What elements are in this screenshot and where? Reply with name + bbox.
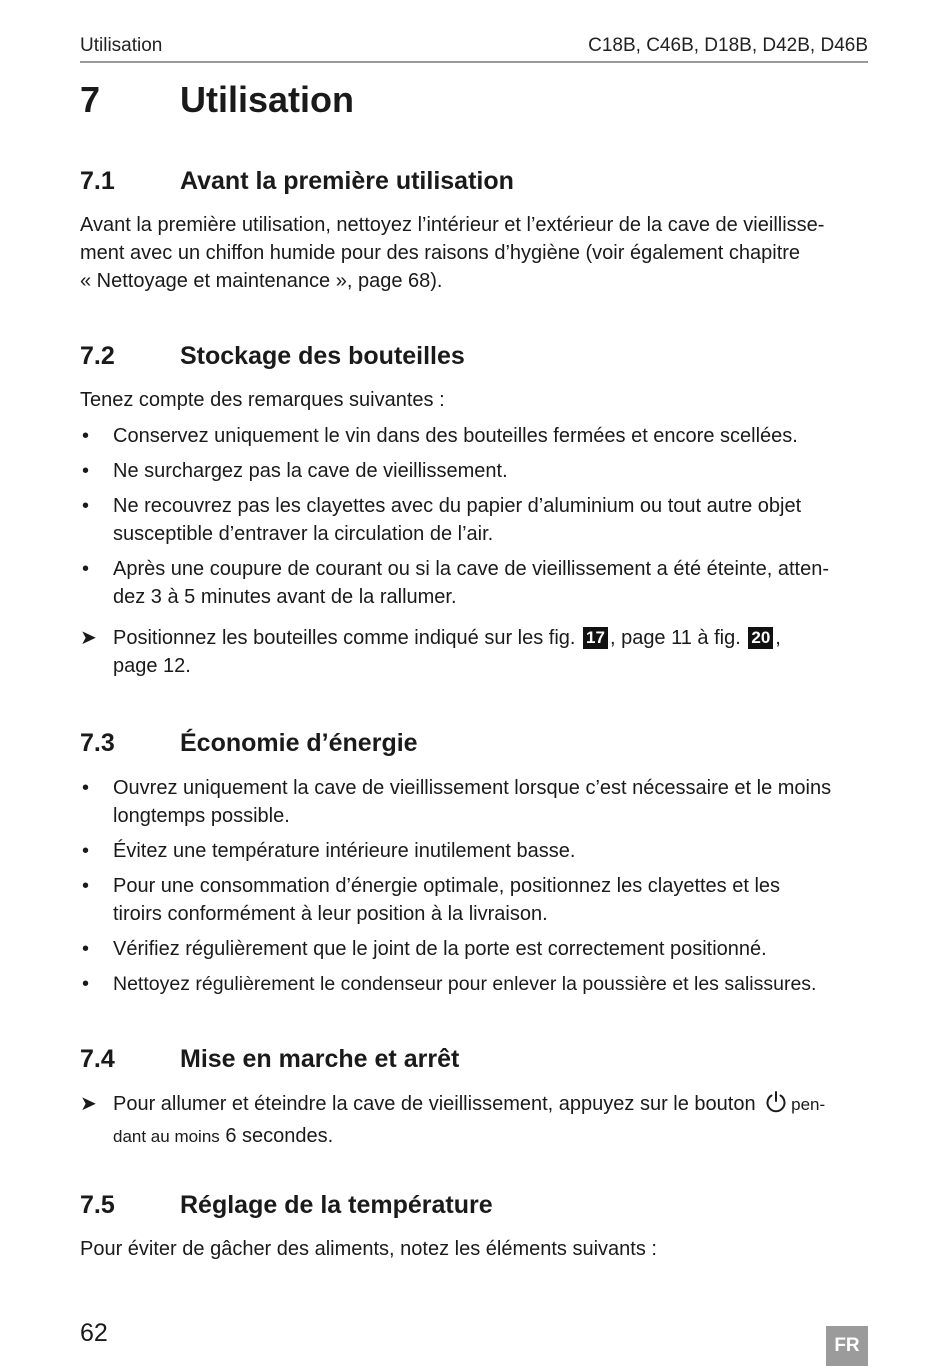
action-text: Pour allumer et éteindre la cave de vieillissement, appuyez sur le bouton xyxy=(113,1093,756,1115)
section-number: 7.5 xyxy=(80,1191,115,1219)
action-text: , xyxy=(775,627,781,649)
list-item-text: Conservez uniquement le vin dans des bouteilles fermées et encore scellées. xyxy=(113,425,798,447)
section-number: 7.1 xyxy=(80,167,115,195)
action-text: page 12. xyxy=(113,655,191,677)
section-7-2 xyxy=(80,339,870,680)
bullet-list xyxy=(80,422,870,611)
action-text: pen- xyxy=(791,1095,826,1114)
power-icon xyxy=(764,1090,788,1122)
bullet-icon: • xyxy=(82,495,90,517)
header-models: C18B, C46B, D18B, D42B, D46B xyxy=(588,35,868,56)
paragraph-line: « Nettoyage et maintenance », page 68). xyxy=(80,270,443,292)
section-number: 7.2 xyxy=(80,342,115,370)
section-title: Économie d’énergie xyxy=(180,729,418,757)
action-text: , page 11 à fig. xyxy=(609,627,741,649)
list-item-text: Après une coupure de courant ou si la cave de vieillissement a été éteinte, atten- xyxy=(113,558,829,580)
list-item xyxy=(80,872,870,928)
list-item-text: Ouvrez uniquement la cave de vieillissement lorsque c’est nécessaire et le moins xyxy=(113,777,832,799)
bullet-icon: • xyxy=(82,875,90,897)
bullet-icon: • xyxy=(82,558,90,580)
action-step xyxy=(80,1090,870,1151)
action-text: 6 secondes. xyxy=(225,1125,334,1147)
list-item-text: Ne recouvrez pas les clayettes avec du papier d’aluminium ou tout autre objet xyxy=(113,495,802,517)
intro-text: Pour éviter de gâcher des aliments, notez les éléments suivants : xyxy=(80,1238,657,1260)
action-step xyxy=(80,624,870,680)
list-item xyxy=(80,422,870,450)
section-heading xyxy=(80,164,870,198)
intro-text: Tenez compte des remarques suivantes : xyxy=(80,389,445,411)
list-item xyxy=(80,970,870,998)
section-number: 7.4 xyxy=(80,1045,115,1073)
chapter-heading: Utilisation xyxy=(180,79,355,120)
action-text: dant au moins xyxy=(113,1127,220,1146)
list-item xyxy=(80,492,870,548)
section-title: Avant la première utilisation xyxy=(180,167,514,195)
bullet-icon: • xyxy=(82,425,90,447)
action-text: Positionnez les bouteilles comme indiqué sur les fig. xyxy=(113,627,576,649)
paragraph-line: ment avec un chiffon humide pour des raisons d’hygiène (voir également chapitre xyxy=(80,242,801,264)
list-item-text: susceptible d’entraver la circulation de l’air. xyxy=(113,523,494,545)
list-item xyxy=(80,837,870,865)
list-item-text: Évitez une température intérieure inutilement basse. xyxy=(113,840,576,862)
section-title: Réglage de la température xyxy=(180,1191,493,1219)
section-heading xyxy=(80,1042,870,1076)
section-title: Stockage des bouteilles xyxy=(180,342,465,370)
bullet-icon: • xyxy=(82,460,90,482)
section-7-1 xyxy=(80,164,870,295)
bullet-list xyxy=(80,774,870,998)
bullet-icon: • xyxy=(82,777,90,799)
running-header xyxy=(80,33,868,63)
section-number: 7.3 xyxy=(80,729,115,757)
figure-reference[interactable]: 20 xyxy=(748,627,773,649)
bullet-icon: • xyxy=(82,973,90,995)
list-item xyxy=(80,555,870,611)
arrow-icon: ➤ xyxy=(80,1093,97,1115)
section-7-3 xyxy=(80,726,870,1005)
list-item xyxy=(80,774,870,830)
section-title: Mise en marche et arrêt xyxy=(180,1045,460,1073)
list-item-text: tiroirs conformément à leur position à la livraison. xyxy=(113,903,548,925)
section-heading xyxy=(80,726,870,760)
list-item-text: Vérifiez régulièrement que le joint de la porte est correctement positionné. xyxy=(113,938,767,960)
section-7-5 xyxy=(80,1188,870,1263)
section-7-4 xyxy=(80,1042,870,1151)
figure-reference[interactable]: 17 xyxy=(583,627,608,649)
header-section: Utilisation xyxy=(80,35,163,56)
list-item-text: Nettoyez régulièrement le condenseur pour enlever la poussière et les salissures. xyxy=(113,973,817,995)
section-heading xyxy=(80,339,870,373)
page-number: 62 xyxy=(80,1319,108,1347)
list-item-text: longtemps possible. xyxy=(113,805,290,827)
chapter-number: 7 xyxy=(80,79,101,120)
bullet-icon: • xyxy=(82,938,90,960)
list-item xyxy=(80,935,870,963)
section-heading xyxy=(80,1188,870,1222)
bullet-icon: • xyxy=(82,840,90,862)
list-item-text: Ne surchargez pas la cave de vieillissement. xyxy=(113,460,508,482)
paragraph-line: Avant la première utilisation, nettoyez l’intérieur et l’extérieur de la cave de vieillisse- xyxy=(80,214,825,236)
list-item xyxy=(80,457,870,485)
chapter-title xyxy=(80,76,354,124)
list-item-text: dez 3 à 5 minutes avant de la rallumer. xyxy=(113,586,457,608)
arrow-icon: ➤ xyxy=(80,627,97,649)
language-badge: FR xyxy=(826,1326,868,1366)
list-item-text: Pour une consommation d’énergie optimale, positionnez les clayettes et les xyxy=(113,875,781,897)
